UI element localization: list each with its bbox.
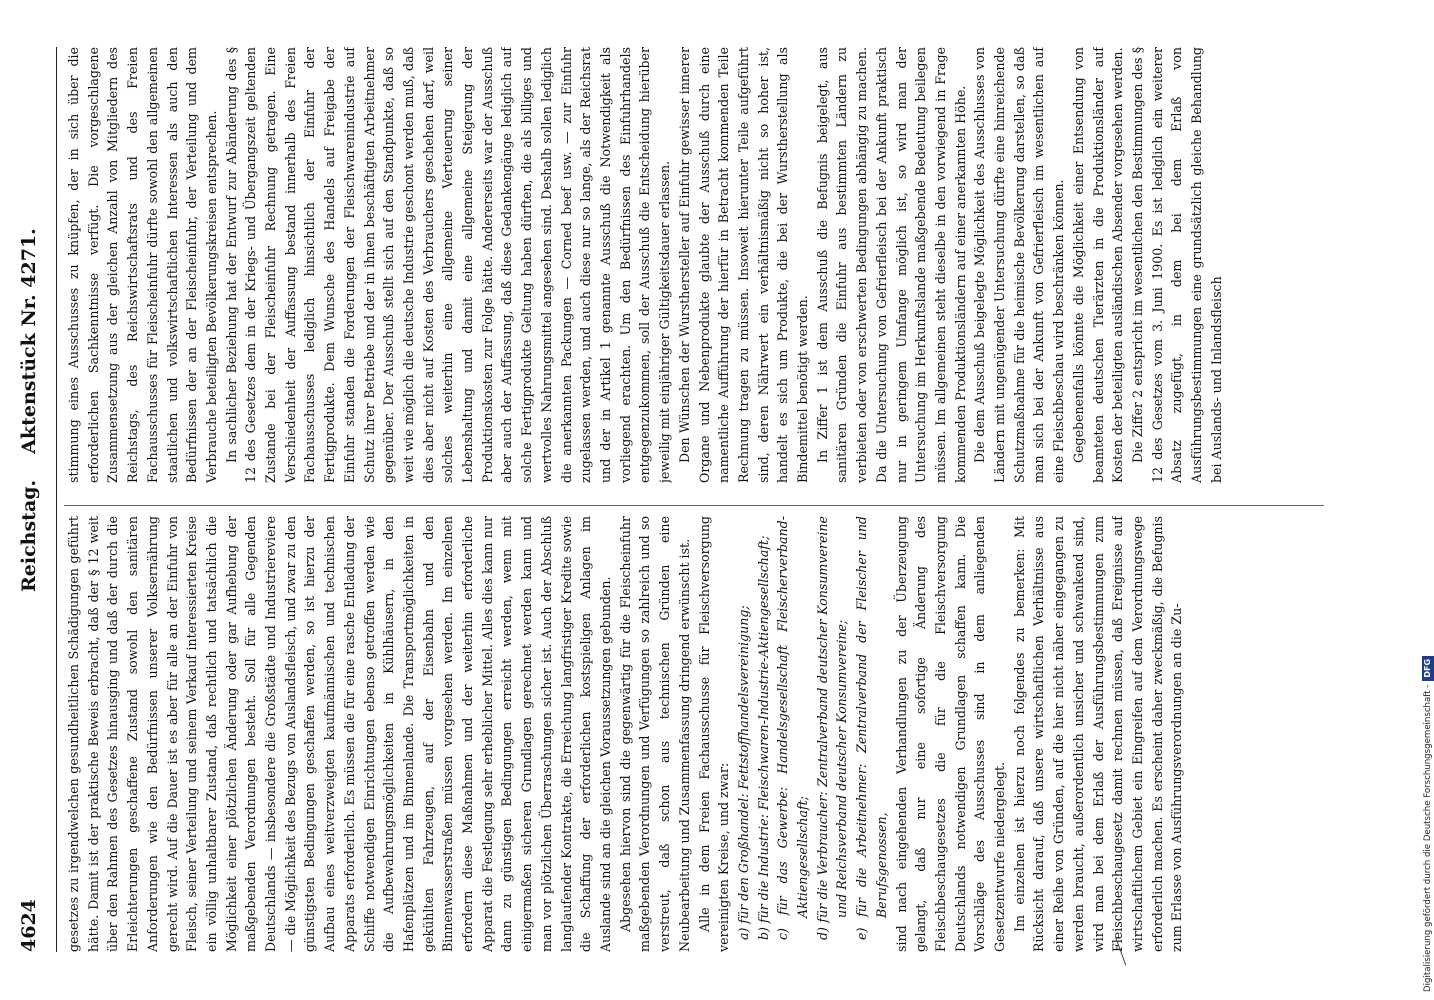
page-title	[18, 228, 40, 592]
right-paragraph-4: In Ziffer 1 ist dem Ausschuß die Befugnis beigelegt, aus sanitären Gründen die Einfuhr aus bestimmten Ländern zu verbieten oder von erschwerten Bedingungen abhängig zu machen. Da die Untersuchung von Gefrierfleisch bei der Ankunft praktisch nur in geringem Umfange möglich ist, so wird man der Untersuchung im Herkunftslande maßgebende Bedeutung beilegen müssen. Im allgemeinen steht dieselbe in den vorwiegend in Frage kommenden Produktionsländern auf einer anerkannten Höhe.	[814, 47, 968, 483]
right-paragraph-1: stimmung eines Ausschusses zu knüpfen, der in sich über die erforderlichen Sachkenntnisse verfügt. Die vorgeschlagene Zusammensetzung aus der gleichen Anzahl von Mitgliedern des Reichstags, des Reichswirtschaftsrats und des Freien Fachausschusses für Fleischeinfuhr dürfte sowohl den allgemeinen staatlichen und volkswirtschaftlichen Interessen als auch den Bedürfnissen der an der Fleischeinfuhr, der Verteilung und dem Verbrauche beteiligten Bevölkerungskreisen entsprechen.	[66, 47, 219, 483]
credit-text: Digitalisierung gefördert durch die Deutsche Forschungsgemeinschaft -	[1423, 684, 1433, 992]
list-item-d: d) für die Verbraucher: Zentralverband deutscher Konsumvereine und Reichsverband deutscher Konsumvereine;	[814, 516, 850, 940]
publication-name: Reichstag.	[18, 479, 40, 592]
right-column	[64, 47, 1334, 483]
left-paragraph-3: Alle in dem Freien Fachausschusse für Fleischversorgung vereinigten Kreise, und zwar:	[696, 516, 732, 952]
dfg-logo: DFG	[1422, 656, 1434, 681]
left-paragraph-closing: Im einzelnen ist hierzu noch folgendes zu bemerken: Mit Rücksicht darauf, daß unsere wirtschaftlichen Verhältnisse aus einer Reihe von Gründen, auf die hier nicht näher eingegangen zu werden braucht, außerordentlich unsicher und schwankend sind, wird man bei dem Erlaß der Ausführungsbestimmungen zum Fleischbeschaugesetz damit rechnen müssen, daß Ereignisse auf wirtschaftlichem Gebiet ein Eingreifen auf dem Verordnungswege erforderlich machen. Es erscheint daher zweckmäßig, die Befugnis zum Erlasse von Ausführungsverordnungen an die Zu-	[1011, 516, 1185, 952]
list-item-b: b) für die Industrie: Fleischwaren-Industrie-Aktiengesellschaft;	[755, 535, 771, 940]
right-paragraph-2: In sachlicher Beziehung hat der Entwurf zur Abänderung des § 12 des Gesetzes dem in der Kriegs- und Übergangszeit geltenden Zustande bei der Fleischeinfuhr Rechnung getragen. Eine Verschiedenheit der Auffassung bestand innerhalb des Freien Fachausschusses lediglich hinsichtlich der Einfuhr der Fertigprodukte. Dem Wunsche des Handels auf Freigabe der Einfuhr standen die Forderungen der Fleischwarenindustrie auf Schutz ihrer Betriebe und der in ihnen beschäftigten Arbeitnehmer gegenüber. Der Ausschuß stellt sich auf den Standpunkte, daß so weit wie möglich die deutsche Industrie geschont werden muß, daß dies aber nicht auf Kosten des Verbrauchers geschehen darf, weil solches weiterhin eine allgemeine Verteuerung seiner Lebenshaltung und damit eine allgemeine Steigerung der Produktionskosten zur Folge hätte. Andererseits war der Ausschuß aber auch der Auffassung, daß diese Gedankengänge lediglich auf solche Fertigprodukte Geltung haben dürften, die als billiges und wertvolles Nahrungsmittel angesehen sind. Deshalb sollen lediglich die anerkannten Packungen — Corned beef usw. — zur Einfuhr zugelassen werden, und auch diese nur so lange, als der Reichsrat und der in Artikel 1 genannte Ausschuß die Notwendigkeit als vorliegend erachten. Um den Bedürfnissen des Einfuhrhandels entgegenzukommen, soll der Ausschuß die Entscheidung hierüber jeweilig mit einjähriger Gültigkeitsdauer erlassen.	[223, 47, 673, 483]
list-item-e: e) für die Arbeitnehmer: Zentralverband der Fleischer und Berufsgenossen,	[854, 516, 889, 940]
page-number: 4624	[18, 899, 40, 952]
right-paragraph-3: Den Wünschen der Wursthersteller auf Einfuhr gewisser innerer Organe und Nebenprodukte glaubte der Ausschuß durch eine namentliche Aufführung der hierfür in Betracht kommenden Teile Rechnung tragen zu müssen. Insoweit hierunter Teile aufgeführt sind, deren Nährwert ein verhältnismäßig nicht so hoher ist, handelt es sich um Produkte, die bei der Wurstherstellung als Bindemittel benötigt werden.	[676, 47, 811, 483]
document-number: Aktenstück Nr. 4271.	[18, 228, 40, 454]
digitization-credit	[1422, 12, 1434, 992]
left-paragraph-1: gesetzes zu irgendwelchen gesundheitlichen Schädigungen geführt hätte. Damit ist der praktische Beweis erbracht, daß der § 12 weit über den Rahmen des Gesetzes hinausging und daß der durch die Erleichterungen geschaffene Zustand sowohl den sanitären Anforderungen wie den Bedürfnissen unserer Volksernährung gerecht wird. Auf die Dauer ist es aber für alle an der Einfuhr von Fleisch, seiner Verteilung und seinem Verkauf interessierten Kreise ein völlig unhaltbarer Zustand, daß rechtlich und tatsächlich die Möglichkeit einer plötzlichen Änderung oder gar Aufhebung der maßgebenden Verordnungen besteht. Soll für alle Gegenden Deutschlands — insbesondere die Großstädte und Industriereviere — die Möglichkeit des Bezugs von Auslandsfleisch, und zwar zu den günstigsten Bedingungen geschaffen werden, so ist hierzu der Aufbau eines weitverzweigten kaufmännischen und technischen Apparats erforderlich. Es müssen die für eine rasche Entladung der Schiffe notwendigen Einrichtungen ebenso getroffen werden wie die Aufbewahrungsmöglichkeiten in Kühlhäusern, in den Hafenplätzen und im Binnenlande. Die Transportmöglichkeiten in gekühlten Fahrzeugen, auf der Eisenbahn und den Binnenwasserstraßen müssen vorgesehen werden. Im einzelnen erfordern diese Maßnahmen und der weiterhin erforderliche Apparat die Festlegung sehr erheblicher Mittel. Alles dies kann nur dann zu günstigen Bedingungen erreicht werden, wenn mit einigermaßen sicheren Grundlagen gerechnet werden kann und man vor plötzlichen Überraschungen sicher ist. Auch der Abschluß langlaufender Kontrakte, die Erreichung langfristiger Kredite sowie die Schaffung der erforderlichen kostspieligen Anlagen im Auslande sind an die gleichen Voraussetzungen gebunden.	[66, 516, 613, 952]
column-divider	[64, 505, 1324, 506]
right-paragraph-7: Die Ziffer 2 entspricht im wesentlichen den Bestimmungen des § 12 des Gesetzes vom 3. Juni 1900. Es ist lediglich ein weiterer Absatz zugefügt, in dem bei dem Erlaß von Ausführungsbestimmungen eine grundsätzlich gleiche Behandlung bei Auslands- und Inlandsfleisch	[1129, 47, 1224, 483]
left-paragraph-2: Abgesehen hiervon sind die gegenwärtig für die Fleischeinfuhr maßgebenden Verordnungen und Verfügungen so zahlreich und so verstreut, daß schon aus technischen Gründen eine Neubearbeitung und Zusammenfassung dringend erwünscht ist.	[617, 516, 692, 952]
left-paragraph-after-list: sind nach eingehenden Verhandlungen zu der Überzeugung gelangt, daß nur eine sofortige Änderung des Fleischbeschaugesetzes die für die Fleischversorgung Deutschlands notwendigen Grundlagen schaffen kann. Die Vorschläge des Ausschusses sind in dem anliegenden Gesetzentwurfe niedergelegt.	[893, 516, 1008, 952]
page-header	[4, 47, 57, 952]
right-paragraph-6: Gegebenenfalls könnte die Möglichkeit einer Entsendung von beamteten deutschen Tierärzten in die Produktionsländer auf Kosten der beteiligten ausländischen Absender vorgesehen werden.	[1070, 47, 1126, 483]
list-item-a: a) für den Großhandel: Fettstoffhandelsvereinigung;	[735, 605, 751, 940]
right-paragraph-5: Die dem Ausschuß beigelegte Möglichkeit des Ausschlusses von Ländern mit ungenügender Untersuchung dürfte eine hinreichende Schutzmaßnahme für die heimische Bevölkerung darstellen, so daß man sich bei der Ankunft von Gefrierfleisch im wesentlichen auf eine Fleischbeschau wird beschränken können.	[972, 47, 1067, 483]
left-column	[64, 516, 1334, 952]
list-item-c: c) für das Gewerbe: Handelsgesellschaft Fleischerverband-Aktiengesellschaft;	[775, 516, 811, 940]
